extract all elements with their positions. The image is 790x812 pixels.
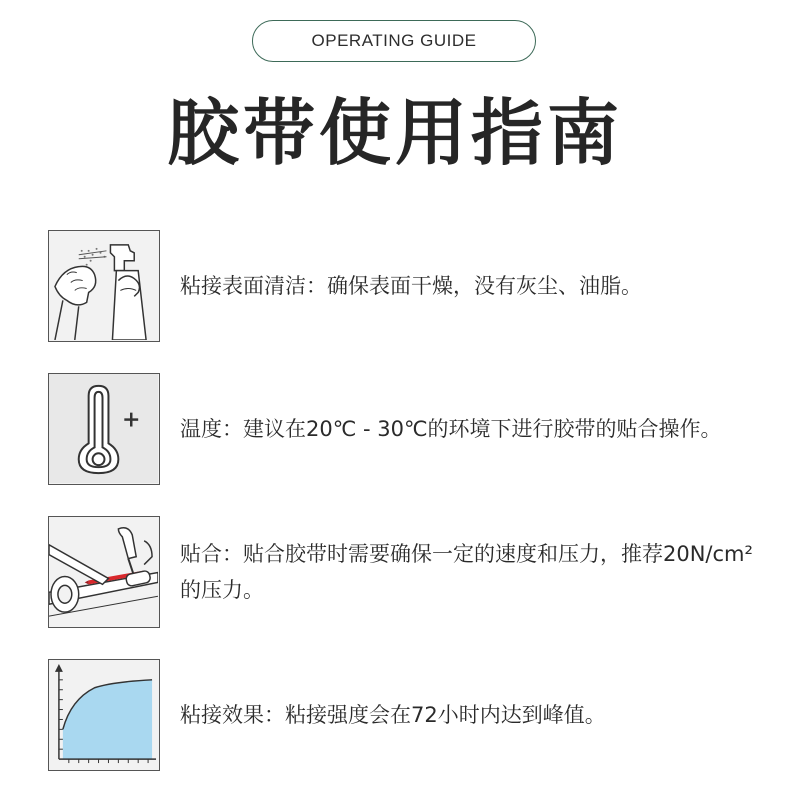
step-3-text: 贴合：贴合胶带时需要确保一定的速度和压力，推荐20N/cm²的压力。 xyxy=(180,542,753,602)
step-surface-cleaning xyxy=(48,230,768,344)
step-1-text: 粘接表面清洁：确保表面干燥，没有灰尘、油脂。 xyxy=(180,274,642,298)
step-2-text: 温度：建议在20℃ - 30℃的环境下进行胶带的贴合操作。 xyxy=(180,417,722,441)
step-text xyxy=(180,659,770,771)
tape-roller-icon xyxy=(48,516,160,628)
page-title: 胶带使用指南 xyxy=(166,91,623,175)
thermometer-icon xyxy=(48,373,160,485)
badge-label: OPERATING GUIDE xyxy=(311,31,477,50)
step-temperature xyxy=(48,373,768,487)
step-lamination xyxy=(48,516,768,630)
step-4-text: 粘接效果：粘接强度会在72小时内达到峰值。 xyxy=(180,703,606,727)
step-text xyxy=(180,516,770,628)
operating-guide-badge xyxy=(252,20,536,62)
adhesion-curve-icon xyxy=(48,659,160,771)
step-text xyxy=(180,373,770,485)
spray-clean-icon xyxy=(48,230,160,342)
step-text xyxy=(180,230,770,342)
step-adhesion-result xyxy=(48,659,768,773)
